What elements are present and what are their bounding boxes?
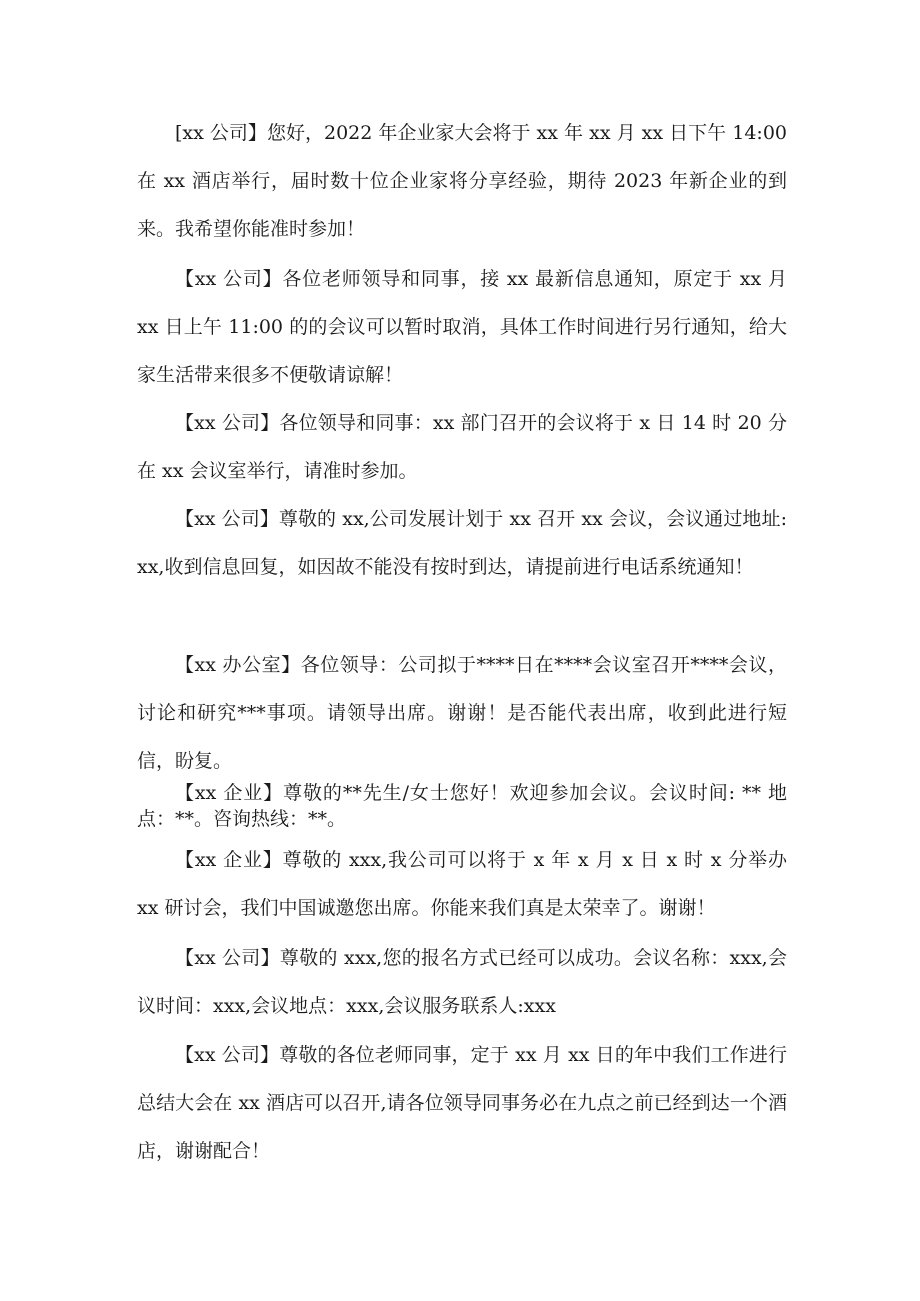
paragraph-5: 【xx 办公室】各位领导：公司拟于****日在****会议室召开****会议，讨论和研究***事项。请领导出席。谢谢！是否能代表出席，收到此进行短信，盼复。 [137, 654, 787, 772]
paragraph-7: 【xx 企业】尊敬的 xxx,我公司可以将于 x 年 x 月 x 日 x 时 x 分举办 xx 研讨会，我们中国诚邀您出席。你能来我们真是太荣幸了。谢谢！ [137, 849, 787, 919]
paragraph-2: 【xx 公司】各位老师领导和同事，接 xx 最新信息通知，原定于 xx 月 xx 日上午 11:00 的的会议可以暂时取消，具体工作时间进行另行通知，给大家生活带来很多不便敬请谅解！ [137, 268, 787, 386]
paragraph-1: [xx 公司】您好，2022 年企业家大会将于 xx 年 xx 月 xx 日下午 14:00 在 xx 酒店举行，届时数十位企业家将分享经验，期待 2023 年新企业的到来。我希望你能准时参加！ [137, 122, 787, 240]
paragraph-6: 【xx 企业】尊敬的**先生/女士您好！欢迎参加会议。会议时间: ** 地点：**。咨询热线：**。 [137, 782, 787, 830]
paragraph-9: 【xx 公司】尊敬的各位老师同事，定于 xx 月 xx 日的年中我们工作进行总结大会在 xx 酒店可以召开,请各位领导同事务必在九点之前已经到达一个酒店，谢谢配合！ [137, 1044, 787, 1162]
paragraph-4: 【xx 公司】尊敬的 xx,公司发展计划于 xx 召开 xx 会议，会议通过地址: xx,收到信息回复，如因故不能没有按时到达，请提前进行电话系统通知！ [137, 508, 787, 578]
paragraph-8: 【xx 公司】尊敬的 xxx,您的报名方式已经可以成功。会议名称：xxx,会议时间：xxx,会议地点：xxx,会议服务联系人:xxx [137, 947, 787, 1017]
paragraph-3: 【xx 公司】各位领导和同事：xx 部门召开的会议将于 x 日 14 时 20 分在 xx 会议室举行，请准时参加。 [137, 412, 787, 482]
